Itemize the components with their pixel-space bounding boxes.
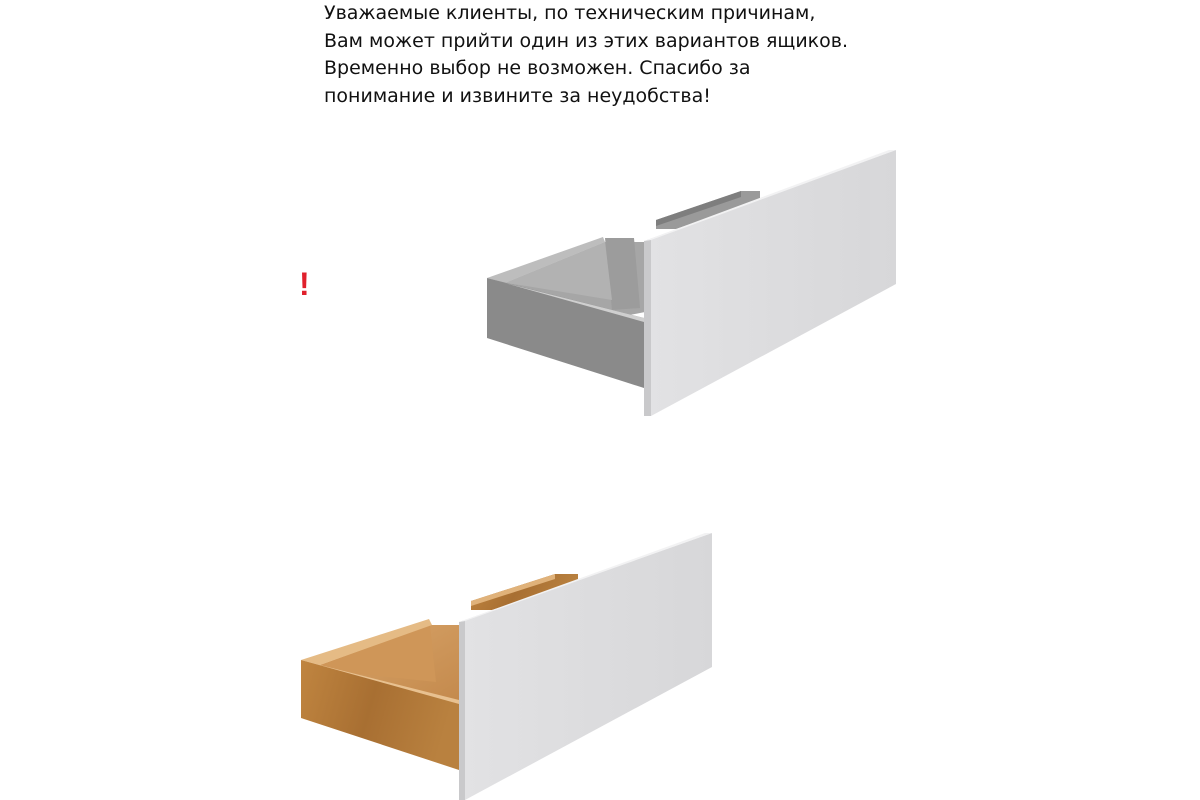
wood-box-drawer bbox=[301, 533, 712, 800]
notice-line-2: Вам может прийти один из этих вариантов ящиков. bbox=[324, 29, 849, 52]
grey-drawer-front-panel bbox=[644, 150, 896, 416]
grey-drawer-front-edge bbox=[644, 240, 651, 416]
notice-line-3: Временно выбор не возможен. Спасибо за bbox=[324, 57, 751, 79]
wood-drawer-front-panel bbox=[459, 533, 712, 800]
warning-exclamation-icon: ! bbox=[299, 266, 310, 302]
notice-line-1: Уважаемые клиенты, по техническим причинам, bbox=[324, 2, 816, 24]
wood-drawer-front-edge bbox=[459, 621, 465, 800]
grey-box-drawer bbox=[487, 150, 896, 416]
notice-line-4: понимание и извините за неудобства! bbox=[324, 84, 711, 107]
